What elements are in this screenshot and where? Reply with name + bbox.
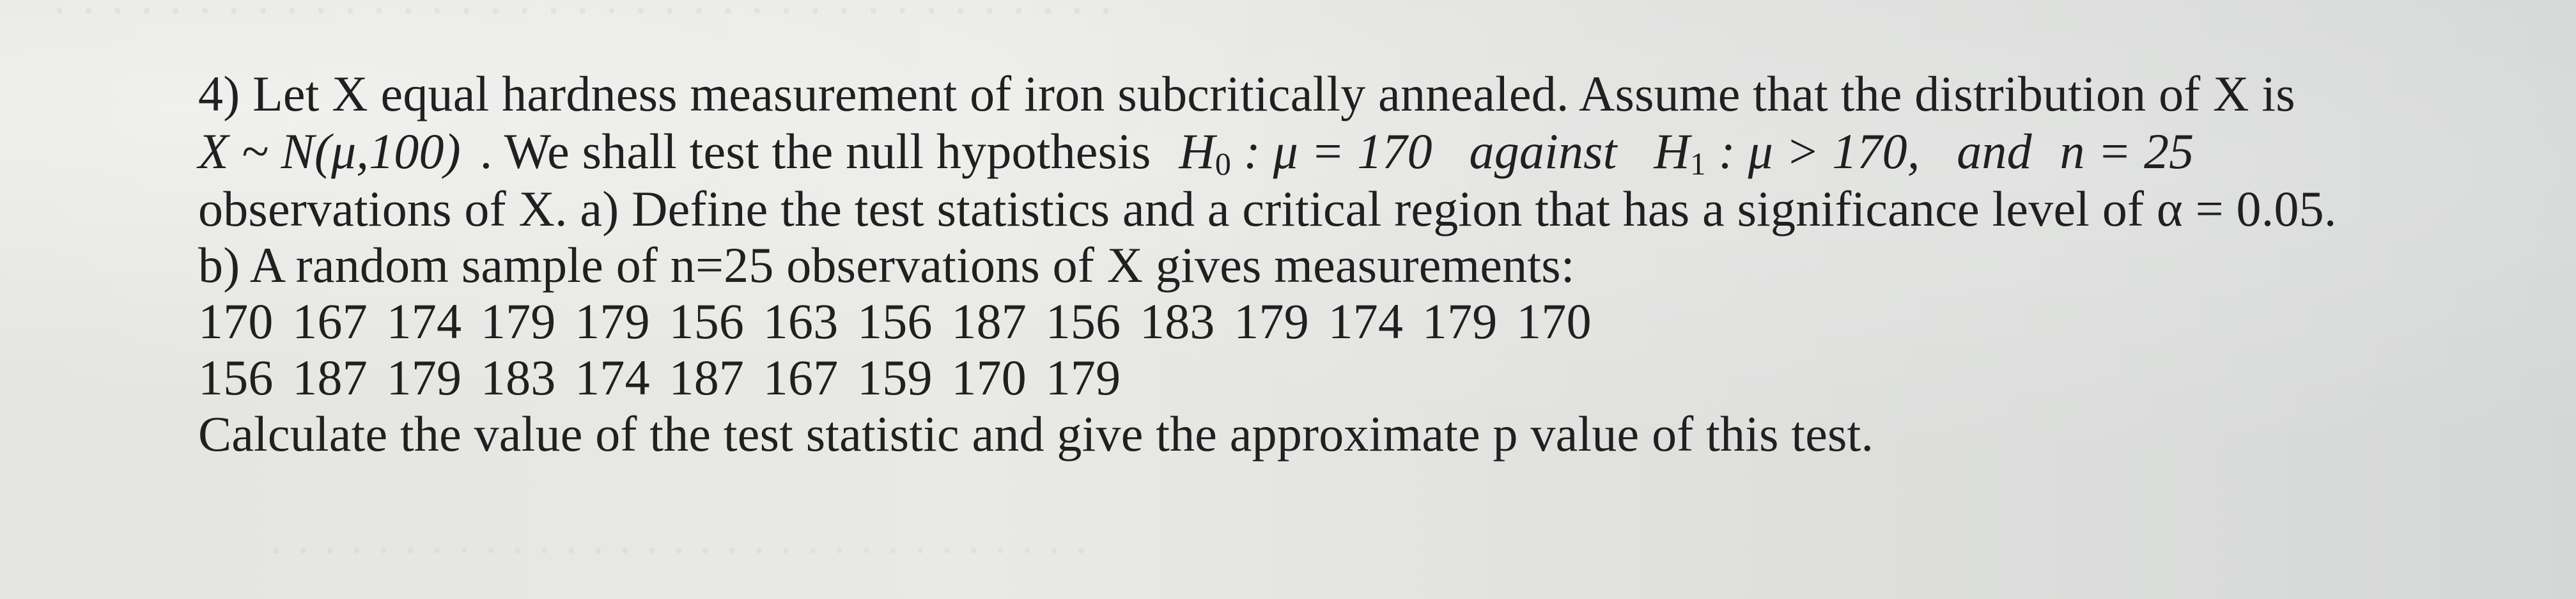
null-hypothesis-subscript: 0 bbox=[1214, 146, 1232, 182]
sample-values-line-1: 170 167 174 179 179 156 163 156 187 156 183 179 174 179 170 bbox=[198, 293, 1592, 349]
sample-size-statement: n = 25 bbox=[2060, 123, 2194, 179]
alternative-hypothesis-subscript: 1 bbox=[1689, 146, 1707, 182]
calculation-request-text: Calculate the value of the test statistic and give the approximate p value of this test. bbox=[198, 406, 1874, 462]
problem-line-1: 4) Let X equal hardness measurement of iron subcritically annealed. Assume that the distribution of X is bbox=[198, 66, 2295, 121]
sample-values-line-2: 156 187 179 183 174 187 167 159 170 179 bbox=[198, 350, 1121, 405]
background-bleedthrough-top: · · · · · · · · · · · · · · · · · · · · · · · · · · · · · · · · · · · · · bbox=[51, 0, 1115, 38]
problem-line-3: observations of X. a) Define the test statistics and a critical region that has a significance level of α = 0.05. bbox=[198, 181, 2337, 237]
and-word: and bbox=[1957, 123, 2032, 179]
against-word: against bbox=[1469, 123, 1617, 179]
background-bleedthrough-bottom: · · · · · · · · · · · · · · · · · · · · · · · · · · · · · · · bbox=[268, 525, 1089, 576]
alternative-hypothesis-h: H bbox=[1654, 123, 1690, 179]
null-hypothesis-h: H bbox=[1179, 123, 1215, 179]
null-hypothesis-condition: : μ = 170 bbox=[1243, 123, 1432, 179]
hypothesis-line bbox=[198, 122, 2531, 181]
problem-statement bbox=[198, 66, 2531, 462]
problem-line-4: b) A random sample of n=25 observations of X gives measurements: bbox=[198, 237, 1575, 293]
problem-line-7 bbox=[198, 406, 2531, 462]
alternative-hypothesis-condition: : μ > 170, bbox=[1718, 123, 1920, 179]
alternative-hypothesis-label bbox=[1654, 123, 1718, 182]
distribution-expression: X ~ N(μ,100) bbox=[198, 123, 461, 179]
null-hypothesis-label bbox=[1179, 123, 1243, 182]
hypothesis-intro-text: . We shall test the null hypothesis bbox=[479, 123, 1151, 179]
